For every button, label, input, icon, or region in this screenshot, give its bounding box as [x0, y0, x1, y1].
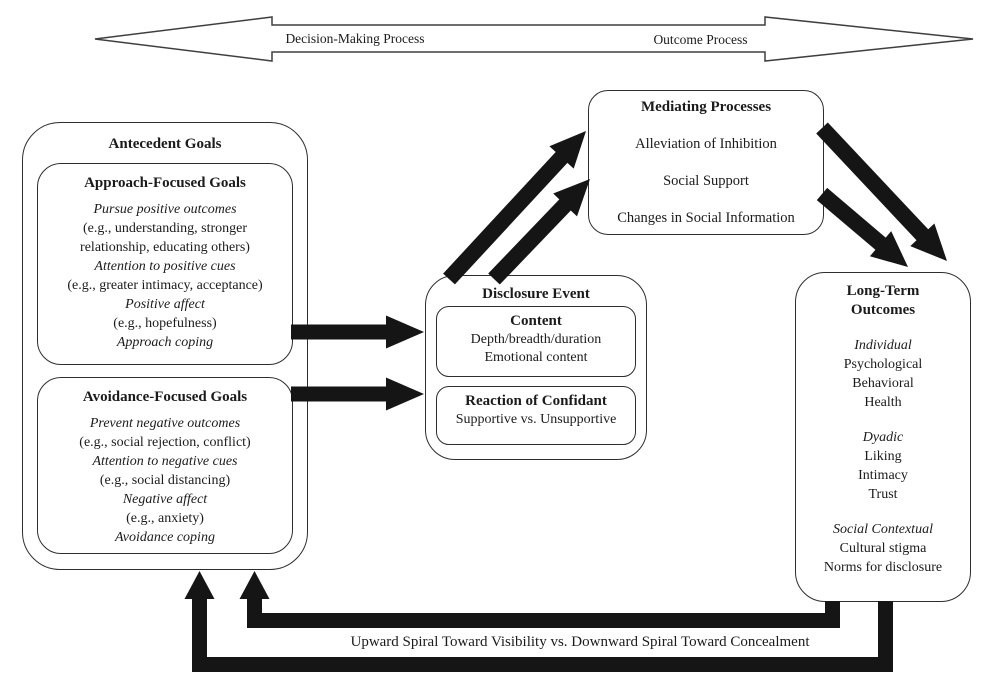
outcome-item: Cultural stigma: [839, 541, 927, 556]
arrow-approach-to-disclosure: [291, 316, 424, 349]
outcome-item: Behavioral: [852, 376, 914, 391]
feedback-arrow-inner-head: [240, 571, 270, 599]
arrow-mediating-to-longterm-lower: [817, 188, 908, 267]
outcome-process-label: Outcome Process: [653, 32, 748, 47]
goal-line: Attention to positive cues: [94, 259, 236, 274]
outcome-item: Intimacy: [858, 468, 908, 483]
goal-line: (e.g., hopefulness): [113, 316, 217, 331]
goal-line: relationship, educating others): [80, 240, 250, 255]
feedback-arrow-outer-path: [200, 597, 886, 665]
goal-line: (e.g., understanding, stronger: [82, 221, 248, 236]
goal-line: (e.g., social rejection, conflict): [79, 435, 251, 450]
goal-line: Avoidance coping: [115, 530, 215, 545]
arrow-avoidance-to-disclosure: [291, 378, 424, 411]
content-line: Depth/breadth/duration: [470, 332, 602, 347]
outcome-group-dyadic: [796, 428, 970, 504]
avoidance-focused-goals-box: [37, 377, 293, 554]
mediating-line: Alleviation of Inhibition: [635, 136, 777, 152]
arrow-mediating-to-longterm-upper: [816, 123, 947, 262]
mediating-processes-title: Mediating Processes: [640, 99, 772, 115]
goal-line: Prevent negative outcomes: [89, 416, 241, 431]
disclosure-event-title: Disclosure Event: [482, 286, 590, 302]
content-title: Content: [510, 313, 562, 329]
outcome-item: Norms for disclosure: [823, 560, 943, 575]
goal-line: Approach coping: [116, 335, 214, 350]
approach-focused-goals-box: [37, 163, 293, 365]
outcome-group-social-contextual: [796, 520, 970, 577]
mediating-line: Changes in Social Information: [617, 210, 795, 226]
outcome-group-individual: [796, 336, 970, 412]
feedback-arrow-inner-path: [255, 597, 833, 621]
goal-line: Negative affect: [122, 492, 208, 507]
goal-line: Attention to negative cues: [92, 454, 238, 469]
arrow-disclosure-to-mediating-left: [443, 131, 586, 284]
arrow-disclosure-to-mediating-right: [488, 179, 590, 285]
approach-goals-title: Approach-Focused Goals: [84, 175, 246, 191]
avoidance-goals-title: Avoidance-Focused Goals: [82, 389, 248, 405]
group-heading: Individual: [854, 338, 912, 353]
outcome-item: Health: [864, 395, 902, 410]
content-line: Emotional content: [484, 350, 588, 365]
mediating-processes-box: [588, 90, 824, 235]
goal-line: Positive affect: [125, 297, 205, 312]
outcome-item: Trust: [868, 487, 898, 502]
outcome-item: Liking: [864, 449, 902, 464]
reaction-title: Reaction of Confidant: [465, 393, 607, 409]
group-heading: Social Contextual: [833, 522, 933, 537]
long-term-outcomes-box: [795, 272, 971, 602]
outcome-item: Psychological: [843, 357, 923, 372]
goal-line: (e.g., greater intimacy, acceptance): [67, 278, 263, 293]
reaction-of-confidant-box: [436, 386, 636, 445]
feedback-loop-label: Upward Spiral Toward Visibility vs. Downward Spiral Toward Concealment: [350, 634, 810, 650]
goal-line: (e.g., anxiety): [126, 511, 204, 526]
disclosure-content-box: [436, 306, 636, 377]
decision-making-process-label: Decision-Making Process: [285, 31, 425, 46]
long-term-title-line: Long-Term: [846, 283, 920, 299]
goal-line: (e.g., social distancing): [99, 473, 231, 488]
feedback-arrow-outer-head: [185, 571, 215, 599]
long-term-title-line: Outcomes: [850, 302, 916, 318]
antecedent-goals-title: Antecedent Goals: [108, 136, 222, 152]
reaction-line: Supportive vs. Unsupportive: [455, 412, 617, 427]
goal-line: Pursue positive outcomes: [93, 202, 237, 217]
mediating-line: Social Support: [663, 173, 749, 189]
group-heading: Dyadic: [862, 430, 904, 445]
process-axis-double-arrow: [95, 17, 973, 61]
